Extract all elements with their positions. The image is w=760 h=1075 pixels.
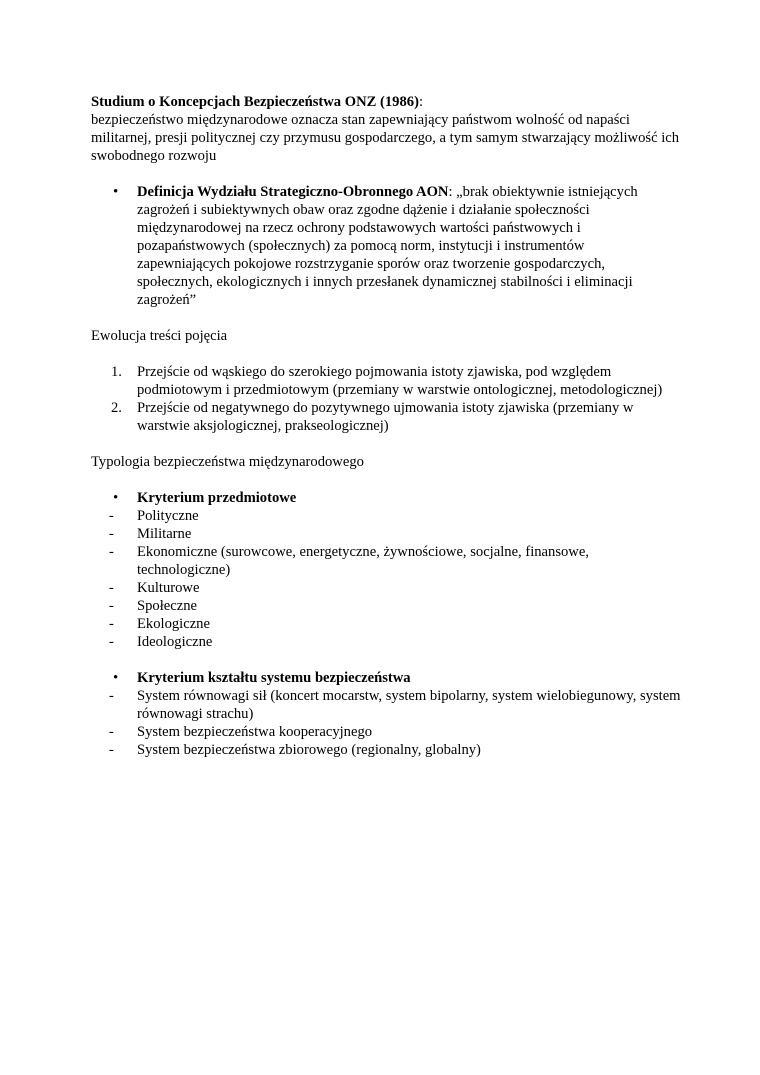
list-item — [91, 723, 681, 741]
list-item — [91, 579, 681, 597]
list-item — [91, 687, 681, 723]
dash-icon: - — [109, 724, 114, 740]
list-item — [91, 615, 681, 633]
dash-icon: - — [109, 580, 114, 596]
criterion2-heading-item — [91, 669, 681, 687]
criterion1-label: Kryterium przedmiotowe — [137, 490, 297, 506]
list-item-text: Polityczne — [137, 508, 199, 524]
evolution-item-text: Przejście od wąskiego do szerokiego pojmowania istoty zjawiska, pod względem podmiotowym i przedmiotowym (przemiany w warstwie ontologicznej, metodologicznej) — [137, 364, 663, 398]
dash-icon: - — [109, 508, 114, 524]
evolution-item-text: Przejście od negatywnego do pozytywnego ujmowania istoty zjawiska (przemiany w warstwie aksjologicznej, prakseologicznej) — [137, 400, 634, 434]
list-item — [91, 597, 681, 615]
evolution-heading-block — [91, 327, 681, 345]
definition-label: Definicja Wydziału Strategiczno-Obronnego AON — [137, 184, 449, 200]
list-item-text: Społeczne — [137, 598, 197, 614]
dash-icon: - — [109, 526, 114, 542]
list-item-text: Ideologiczne — [137, 634, 213, 650]
list-number: 2. — [111, 400, 122, 416]
list-item-text: Kulturowe — [137, 580, 200, 596]
intro-heading-suffix: : — [418, 94, 423, 110]
list-number: 1. — [111, 364, 122, 380]
intro-heading-line — [91, 93, 681, 111]
definition-list — [91, 183, 681, 309]
dash-icon: - — [109, 544, 114, 560]
evolution-section — [91, 363, 681, 435]
bullet-icon: • — [113, 670, 119, 686]
criterion1-heading-list — [91, 489, 681, 507]
intro-heading: Studium o Koncepcjach Bezpieczeństwa ONZ (1986) — [91, 94, 419, 110]
list-item-text: Militarne — [137, 526, 192, 542]
criterion2-items — [91, 687, 681, 759]
intro-text: bezpieczeństwo międzynarodowe oznacza stan zapewniający państwom wolność od napaści militarnej, presji politycznej czy przymusu gospodarczego, a tym samym stwarzający możliwość ich swobodnego rozwoju — [91, 112, 680, 164]
list-item-text: System bezpieczeństwa zbiorowego (regionalny, globalny) — [137, 742, 481, 758]
definition-text: : „brak obiektywnie istniejących zagrożeń i subiektywnych obaw oraz zgodne dążenie i działanie społeczności międzynarodowej na rzecz ochrony podstawowych wartości państwowych i pozapaństwowych (społecznych) za pomocą norm, instytucji i instrumentów zapewniających pokojowe rozstrzyganie sporów oraz tworzenie gospodarczych, społecznych, ekologicznych i innych przesłanek dynamicznej stabilności i eliminacji zagrożeń” — [137, 184, 638, 308]
list-item — [91, 525, 681, 543]
dash-icon: - — [109, 634, 114, 650]
dash-icon: - — [109, 742, 114, 758]
bullet-icon: • — [113, 184, 119, 200]
criterion1-heading-item — [91, 489, 681, 507]
list-item-text: Ekonomiczne (surowcowe, energetyczne, żywnościowe, socjalne, finansowe, technologiczne) — [137, 544, 589, 578]
criterion2-section — [91, 669, 681, 759]
list-item-text: Ekologiczne — [137, 616, 210, 632]
criterion1-items — [91, 507, 681, 651]
dash-icon: - — [109, 688, 114, 704]
intro-section — [91, 93, 681, 165]
list-item — [91, 507, 681, 525]
list-item-text: System bezpieczeństwa kooperacyjnego — [137, 724, 373, 740]
bullet-icon: • — [113, 490, 119, 506]
criterion1-section — [91, 489, 681, 651]
list-item — [91, 543, 681, 579]
criterion2-heading-list — [91, 669, 681, 687]
typology-heading: Typologia bezpieczeństwa międzynarodowego — [91, 454, 364, 470]
dash-icon: - — [109, 598, 114, 614]
evolution-list — [91, 363, 681, 435]
evolution-item — [91, 363, 681, 399]
list-item-text: System równowagi sił (koncert mocarstw, system bipolarny, system wielobiegunowy, system równowagi strachu) — [137, 688, 681, 722]
definition-item — [91, 183, 681, 309]
criterion2-label: Kryterium kształtu systemu bezpieczeństwa — [137, 670, 411, 686]
evolution-item — [91, 399, 681, 435]
document-page — [91, 93, 681, 759]
evolution-heading: Ewolucja treści pojęcia — [91, 328, 228, 344]
dash-icon: - — [109, 616, 114, 632]
definition-section — [91, 183, 681, 309]
list-item — [91, 741, 681, 759]
typology-heading-block — [91, 453, 681, 471]
list-item — [91, 633, 681, 651]
